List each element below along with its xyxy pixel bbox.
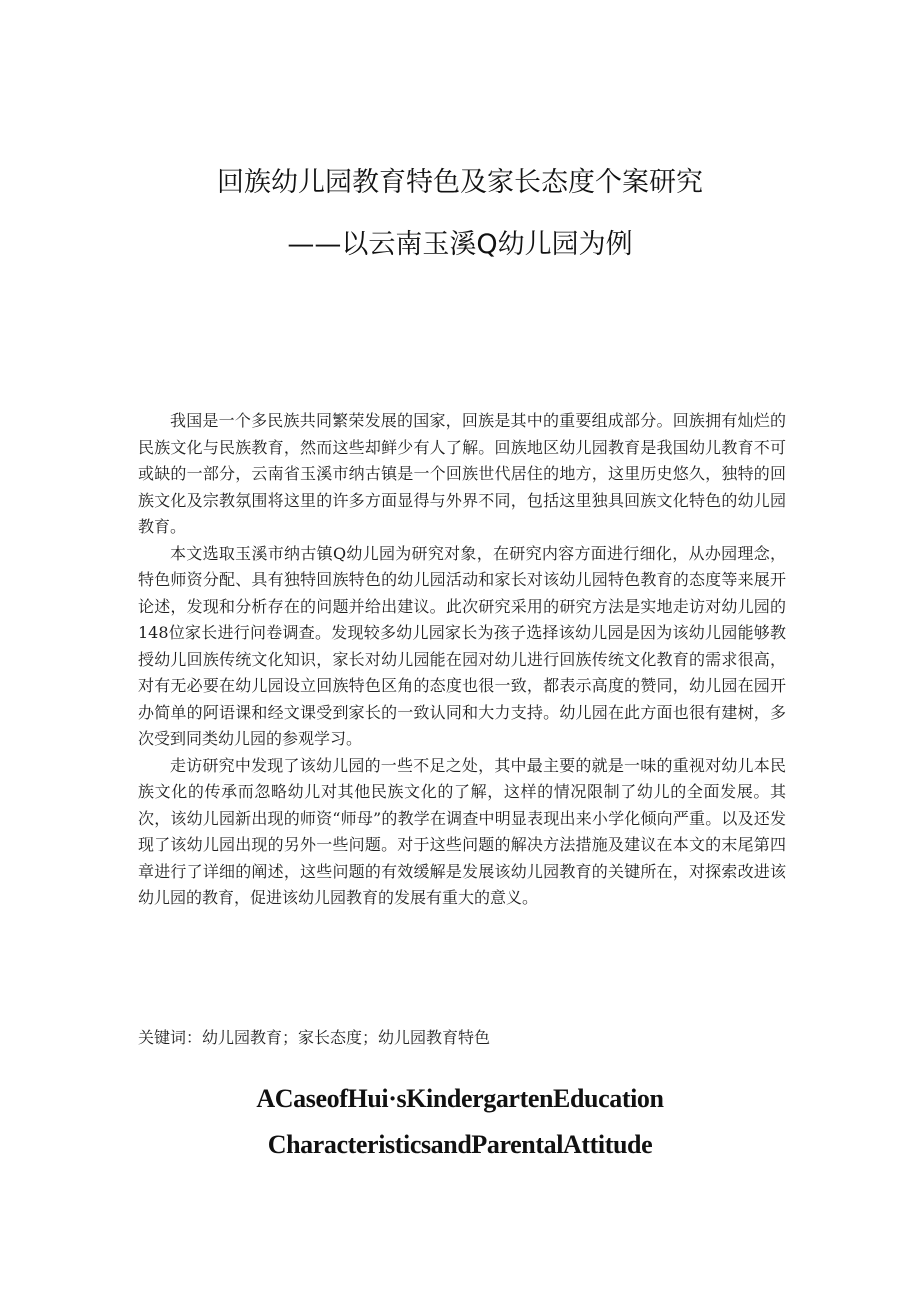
english-title-line-1: ACaseofHui·sKindergartenEducation: [256, 1084, 664, 1113]
abstract: [138, 408, 786, 912]
abstract-paragraph: 本文选取玉溪市纳古镇Q幼儿园为研究对象，在研究内容方面进行细化，从办园理念，特色师资分配、具有独特回族特色的幼儿园活动和家长对该幼儿园特色教育的态度等来展开论述，发现和分析存在的问题并给出建议。此次研究采用的研究方法是实地走访对幼儿园的148位家长进行问卷调查。发现较多幼儿园家长为孩子选择该幼儿园是因为该幼儿园能够教授幼儿回族传统文化知识，家长对幼儿园能在园对幼儿进行回族传统文化教育的需求很高，对有无必要在幼儿园设立回族特色区角的态度也很一致，都表示高度的赞同，幼儿园在园开办简单的阿语课和经文课受到家长的一致认同和大力支持。幼儿园在此方面也很有建树，多次受到同类幼儿园的参观学习。: [138, 543, 786, 748]
abstract-paragraph: 我国是一个多民族共同繁荣发展的国家，回族是其中的重要组成部分。回族拥有灿烂的民族文化与民族教育，然而这些却鲜少有人了解。回族地区幼儿园教育是我国幼儿教育不可或缺的一部分，云南省玉溪市纳古镇是一个回族世代居住的地方，这里历史悠久，独特的回族文化及宗教氛围将这里的许多方面显得与外界不同，包括这里独具回族文化特色的幼儿园教育。: [138, 411, 786, 536]
paper-subtitle: ——以云南玉溪Q幼儿园为例: [287, 229, 633, 260]
keywords: 关键词：幼儿园教育；家长态度；幼儿园教育特色: [138, 1028, 491, 1047]
abstract-paragraph: 走访研究中发现了该幼儿园的一些不足之处，其中最主要的就是一味的重视对幼儿本民族文化的传承而忽略幼儿对其他民族文化的了解，这样的情况限制了幼儿的全面发展。其次，该幼儿园新出现的师资“师母”的教学在调查中明显表现出来小学化倾向严重。以及还发现了该幼儿园出现的另外一些问题。对于这些问题的解决方法措施及建议在本文的末尾第四章进行了详细的阐述，这些问题的有效缓解是发展该幼儿园教育的关键所在，对探索改进该幼儿园的教育，促进该幼儿园教育的发展有重大的意义。: [138, 755, 786, 907]
paper-title: 回族幼儿园教育特色及家长态度个案研究: [217, 167, 703, 198]
english-title-line-2: CharacteristicsandParentalAttitude: [267, 1130, 653, 1159]
